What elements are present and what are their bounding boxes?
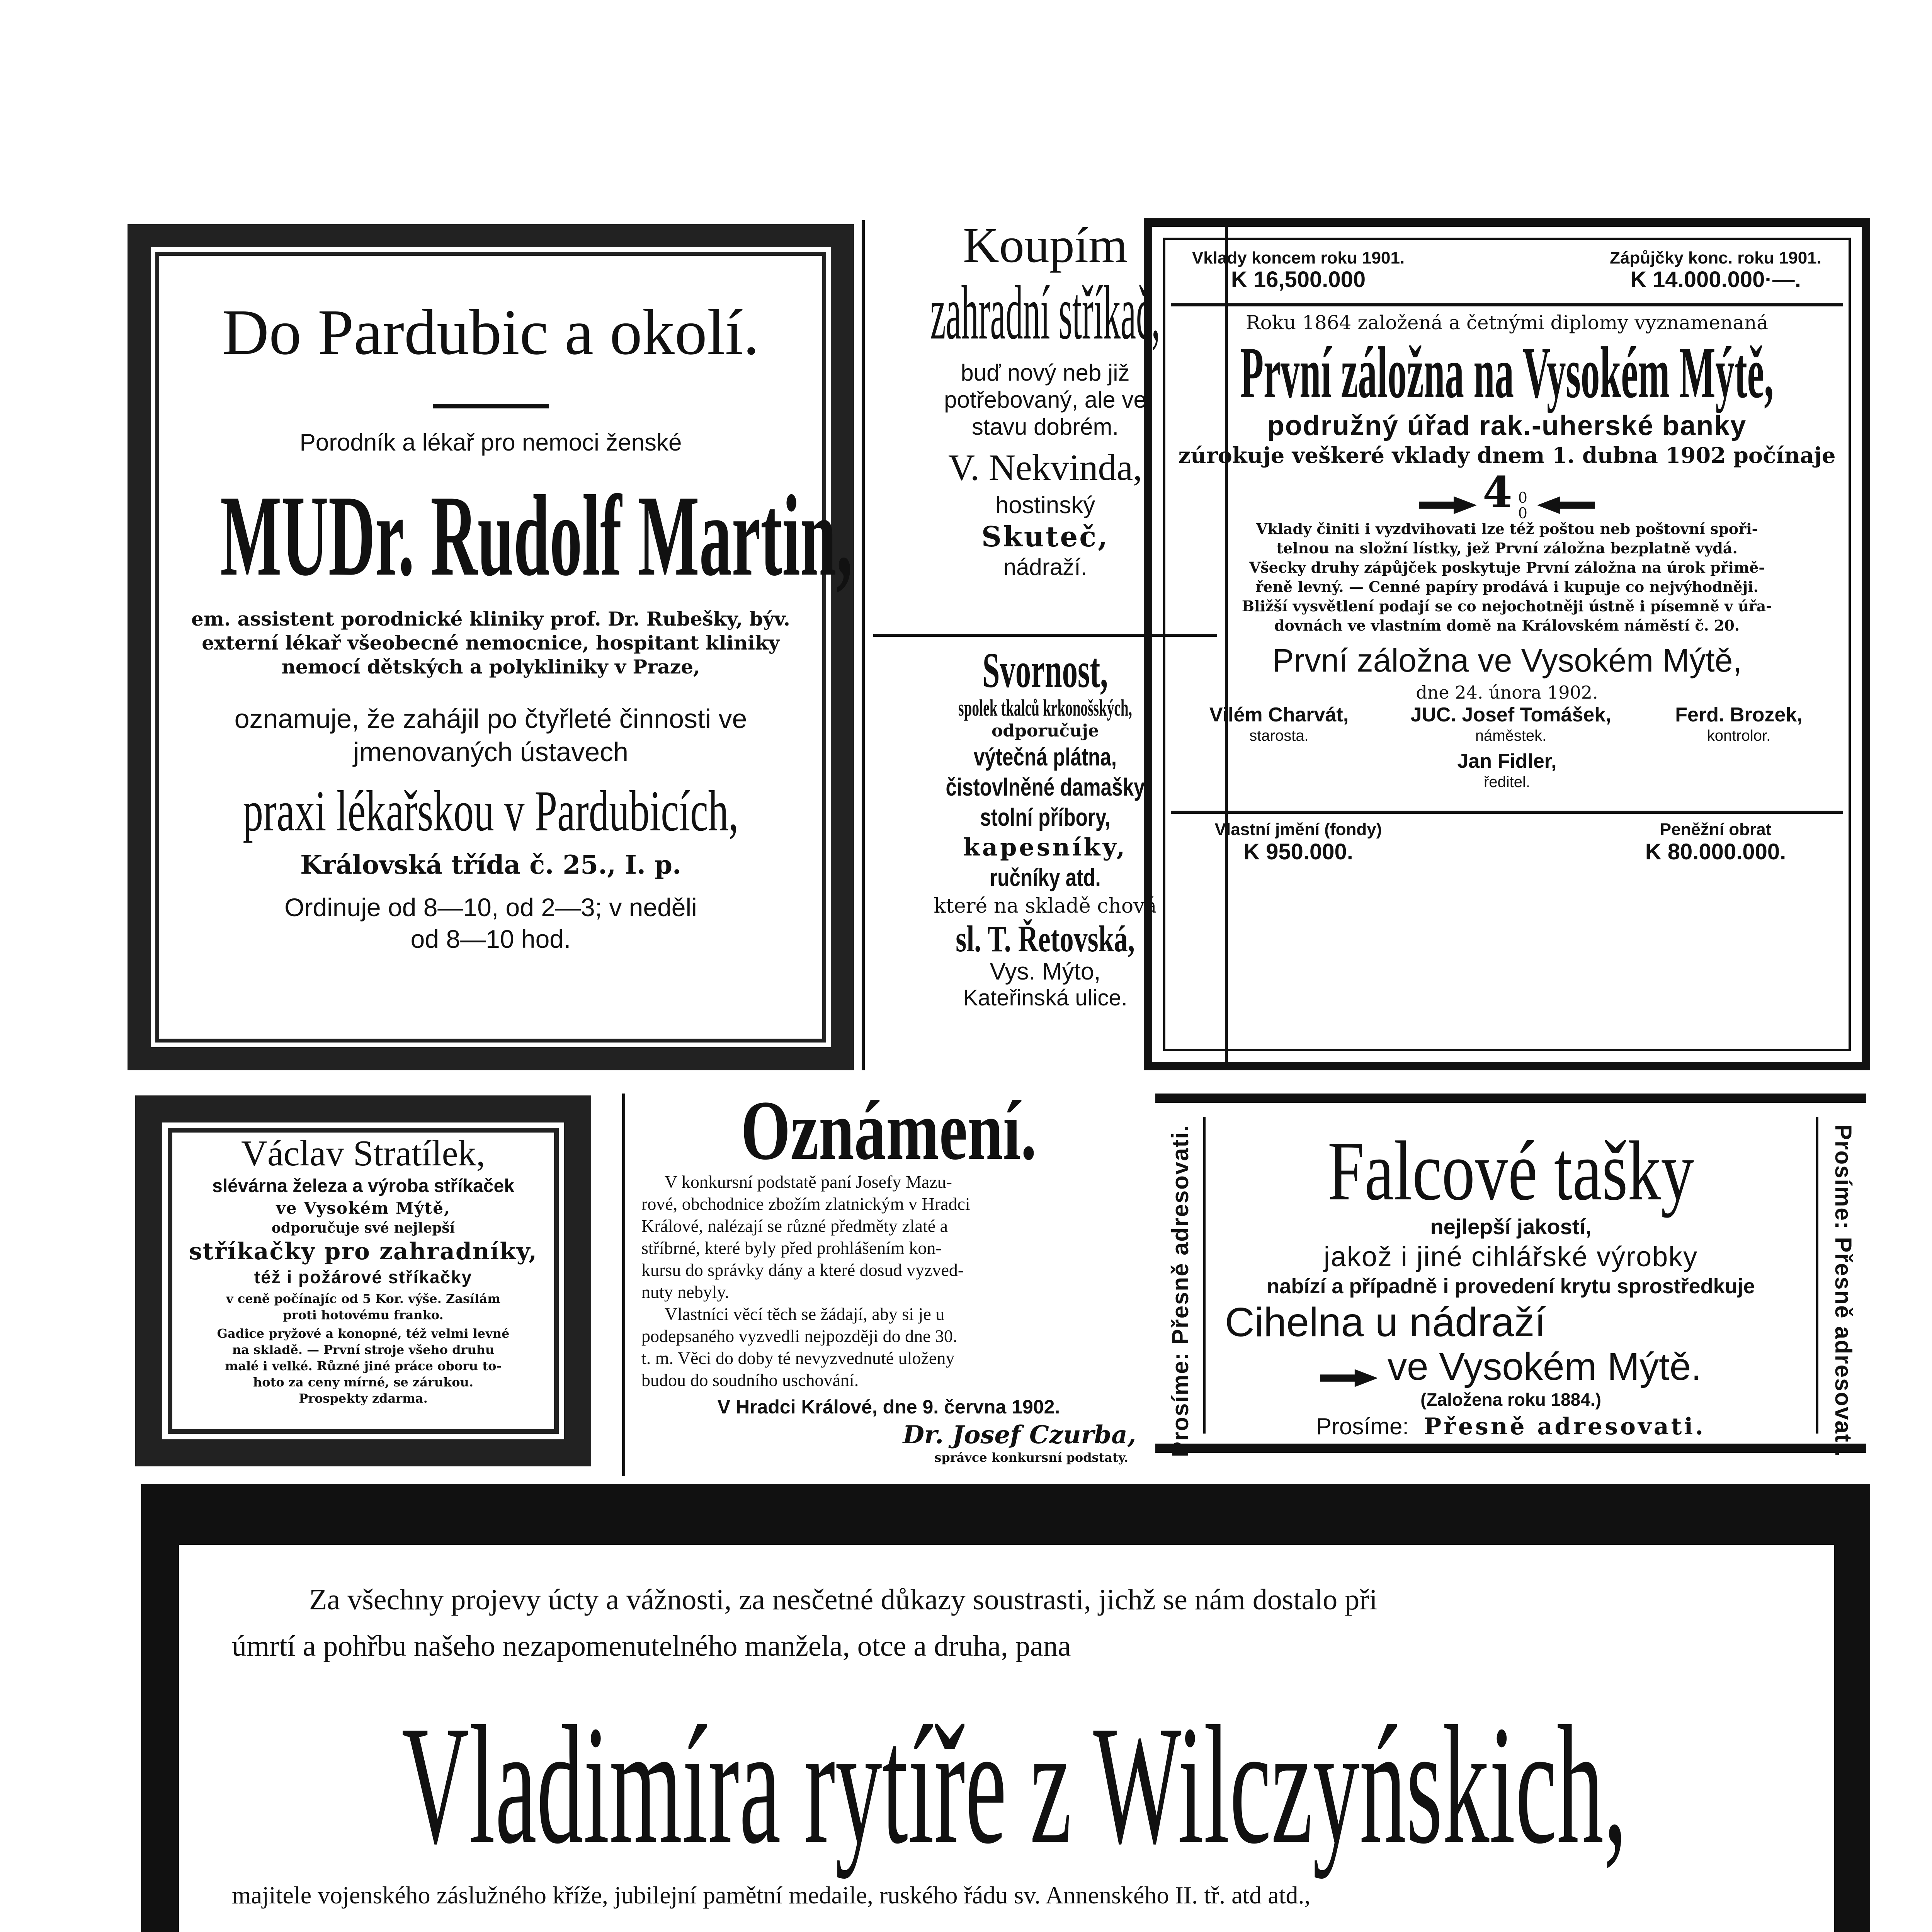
person-role: kontrolor. bbox=[1707, 727, 1771, 744]
ad-svornost-owner: sl. T. Řetovská, bbox=[956, 918, 1135, 959]
ad-stratilek-line6 bbox=[170, 1291, 556, 1323]
item-line: čistovlněné damašky bbox=[946, 773, 1145, 801]
bank-branch: podružný úřad rak.-uherské banky bbox=[1267, 410, 1747, 441]
announce-line: oznamuje, že zahájil po čtyřleté činnosti ve bbox=[234, 704, 747, 734]
bank-interest: zúrokuje veškeré vklady dnem 1. dubna 1902 počínaje bbox=[1178, 443, 1836, 468]
ad-falcove-please bbox=[1209, 1411, 1812, 1442]
ad-stratilek-name: Václav Stratílek, bbox=[241, 1133, 485, 1173]
ad-pardubice-subtitle: Porodník a lékař pro nemoci ženské bbox=[299, 429, 682, 456]
person-role: náměstek. bbox=[1475, 727, 1547, 744]
person-role: ředitel. bbox=[1483, 774, 1531, 791]
bio-line: em. assistent porodnické kliniky prof. Dr. Rubešky, býv. bbox=[191, 607, 790, 630]
ad-falcove-side-left: Prosíme: Přesně adresovati. bbox=[1167, 1124, 1193, 1458]
info-line: Bližší vysvětlení podají se co nejochotněji ústně i písemně v úřa- bbox=[1242, 597, 1772, 615]
ad-svornost-stock: které na skladě chová bbox=[934, 895, 1157, 918]
body-line: Králové, nalézají se různé předměty zlaté a bbox=[641, 1216, 948, 1236]
ad-oznameni-body bbox=[634, 1171, 1144, 1391]
item-line: výtečná plátna, bbox=[974, 743, 1117, 771]
ad-bank bbox=[1171, 247, 1843, 876]
info-line: Všecky druhy zápůjček poskytuje První záložna na úrok přimě- bbox=[1249, 559, 1765, 576]
bank-info bbox=[1171, 519, 1843, 635]
ad-koupim-title: Koupím bbox=[963, 218, 1128, 273]
ad-koupim-item: zahradní stříkač, bbox=[930, 270, 1160, 355]
ad-koupim-role: hostinský bbox=[995, 492, 1095, 519]
ad-falcove bbox=[1209, 1124, 1812, 1442]
hours-line: Ordinuje od 8—10, od 2—3; v neděli bbox=[284, 893, 697, 922]
ad-svornost-street: Kateřinská ulice. bbox=[963, 985, 1128, 1010]
pointing-hand-icon bbox=[1537, 497, 1595, 514]
ad-falcove-also: jakož i jiné cihlářské výrobky bbox=[1323, 1242, 1698, 1272]
ad-stratilek-line1: slévárna železa a výroba stříkaček bbox=[212, 1176, 514, 1196]
info-line: řeně levný. — Cenné papíry prodává i kupuje co nejvýhodněji. bbox=[1255, 578, 1759, 595]
ad-falcove-offer: nabízí a případně i provedení krytu sprostředkuje bbox=[1267, 1275, 1755, 1298]
pointing-hand-icon bbox=[1419, 497, 1477, 514]
own-funds-value: K 950.000. bbox=[1243, 839, 1353, 864]
body-line: V konkursní podstatě paní Josefy Mazu- bbox=[665, 1172, 952, 1192]
bank-name: První záložna na Vysokém Mýtě, bbox=[1240, 332, 1774, 413]
item-line: ručníky atd. bbox=[990, 864, 1101, 891]
ad-pardubice bbox=[162, 267, 853, 955]
own-funds-label: Vlastní jmění (fondy) bbox=[1214, 820, 1382, 839]
person-name: Ferd. Brozek, bbox=[1675, 704, 1803, 726]
turnover-value: K 80.000.000. bbox=[1645, 839, 1786, 864]
ad-oznameni-signer: Dr. Josef Czurba, bbox=[903, 1420, 1136, 1449]
item-line: kapesníky, bbox=[963, 833, 1128, 861]
ad-pardubice-address: Královská třída č. 25., I. p. bbox=[300, 850, 682, 880]
bank-signature: První záložna ve Vysokém Mýtě, bbox=[1272, 642, 1742, 679]
ad-koupim-place: nádraží. bbox=[1003, 554, 1087, 580]
bank-rate bbox=[1171, 467, 1843, 522]
pointing-hand-icon bbox=[1320, 1369, 1378, 1387]
ad-stratilek bbox=[170, 1132, 556, 1406]
info-line: Prospekty zdarma. bbox=[299, 1391, 428, 1406]
turnover-label: Peněžní obrat bbox=[1660, 820, 1772, 839]
please-value: Přesně adresovati. bbox=[1424, 1413, 1706, 1440]
desc-line: buď nový neb již bbox=[961, 360, 1130, 386]
info-line: proti hotovému franko. bbox=[283, 1308, 444, 1322]
intro-line: úmrtí a pohřbu našeho nezapomenutelného manžela, otce a druha, pana bbox=[232, 1630, 1071, 1662]
loans-value: K 14.000.000·—. bbox=[1630, 267, 1801, 292]
ad-pardubice-title: Do Pardubic a okolí. bbox=[222, 296, 760, 368]
ad-svornost-title: Svornost, bbox=[982, 643, 1108, 698]
ad-oznameni bbox=[634, 1083, 1144, 1465]
obituary-name: Vladimíra rytíře z Wilczyńskich, bbox=[401, 1691, 1627, 1879]
hours-line: od 8—10 hod. bbox=[410, 925, 571, 953]
ad-svornost-recommends: odporučuje bbox=[991, 721, 1099, 741]
body-line: Vlastníci věcí těch se žádají, aby si je u bbox=[665, 1304, 945, 1324]
ad-stratilek-line3: odporučuje své nejlepší bbox=[271, 1220, 455, 1236]
person-name: Jan Fidler, bbox=[1457, 750, 1557, 772]
ad-falcove-quality: nejlepší jakostí, bbox=[1430, 1214, 1592, 1239]
body-line: nuty nebyly. bbox=[641, 1282, 729, 1302]
ad-stratilek-line2: ve Vysokém Mýtě, bbox=[276, 1199, 451, 1218]
item-line: stolní příbory, bbox=[980, 803, 1111, 831]
bank-date: dne 24. února 1902. bbox=[1416, 682, 1598, 703]
obituary bbox=[232, 1577, 1797, 1932]
ad-stratilek-line7 bbox=[170, 1325, 556, 1406]
ad-pardubice-announce bbox=[162, 702, 819, 769]
info-line: dovnách ve vlastním domě na Královském náměstí č. 20. bbox=[1274, 617, 1740, 634]
divider bbox=[433, 404, 549, 408]
ad-oznameni-place-date: V Hradci Králové, dne 9. června 1902. bbox=[717, 1396, 1060, 1418]
ad-falcove-town-row bbox=[1209, 1345, 1812, 1388]
loans-label: Zápůjčky konc. roku 1901. bbox=[1610, 248, 1821, 267]
ad-stratilek-line5: též i požárové stříkačky bbox=[254, 1267, 473, 1287]
bank-rate-value: 4 bbox=[1483, 467, 1512, 517]
info-line: Gadice pryžové a konopné, též velmi levné bbox=[217, 1326, 510, 1341]
ad-falcove-company: Cihelna u nádraží bbox=[1225, 1299, 1546, 1345]
body-line: kursu do správky dány a které dosud vyzved- bbox=[641, 1260, 964, 1280]
ad-pardubice-name: MUDr. Rudolf Martin, bbox=[220, 471, 853, 600]
info-line: na skladě. — První stroje všeho druhu bbox=[232, 1342, 495, 1357]
ad-svornost-town: Vys. Mýto, bbox=[990, 958, 1101, 985]
info-line: hoto za ceny mírné, se zárukou. bbox=[253, 1375, 473, 1389]
ad-pardubice-hours bbox=[162, 891, 819, 955]
ad-koupim-name: V. Nekvinda, bbox=[948, 447, 1143, 488]
info-line: v ceně počínajíc od 5 Kor. výše. Zasílám bbox=[226, 1291, 500, 1306]
intro-line: Za všechny projevy úcty a vážnosti, za nesčetné důkazy soustrasti, jichž se nám dostalo při bbox=[309, 1583, 1378, 1616]
ad-falcove-founded: (Založena roku 1884.) bbox=[1420, 1389, 1601, 1410]
body-line: t. m. Věci do doby té nevyzvednuté uloženy bbox=[641, 1348, 955, 1368]
percent-sign: 0 0 bbox=[1518, 489, 1527, 522]
ad-oznameni-signer-role: správce konkursní podstaty. bbox=[934, 1450, 1128, 1465]
ad-svornost-subtitle: spolek tkalců krkonošských, bbox=[958, 695, 1132, 721]
body-line: budou do soudního uschování. bbox=[641, 1370, 859, 1390]
obituary-intro bbox=[232, 1577, 1797, 1669]
ad-oznameni-title: Oznámení. bbox=[741, 1083, 1037, 1177]
bio-line: nemocí dětských a polykliniky v Praze, bbox=[281, 655, 700, 678]
ad-pardubice-practice: praxi lékařskou v Pardubicích, bbox=[243, 779, 739, 843]
please-label: Prosíme: bbox=[1316, 1413, 1409, 1439]
info-line: Vklady činiti i vyzdvihovati lze též poštou neb poštovní spoři- bbox=[1256, 520, 1758, 537]
ad-koupim-town: Skuteč, bbox=[981, 520, 1109, 553]
ad-stratilek-line4: stříkačky pro zahradníky, bbox=[189, 1238, 537, 1265]
bank-founded: Roku 1864 založená a četnými diplomy vyznamenaná bbox=[1245, 311, 1769, 334]
deposits-label: Vklady koncem roku 1901. bbox=[1192, 248, 1405, 267]
desc-line: potřebovaný, ale ve bbox=[944, 387, 1146, 413]
info-line: telnou na složní lístky, jež První záložna bezplatně vydá. bbox=[1276, 539, 1738, 557]
bio-line: externí lékař všeobecné nemocnice, hospitant kliniky bbox=[202, 631, 780, 654]
obituary-titles: majitele vojenského záslužného kříže, jubilejní pamětní medaile, ruského řádu sv. Annenského II. tř. atd atd., bbox=[232, 1881, 1311, 1909]
ad-falcove-side-right: Prosíme: Přesně adresovati. bbox=[1830, 1124, 1856, 1458]
body-line: rové, obchodnice zbožím zlatnickým v Hradci bbox=[641, 1194, 970, 1214]
ad-falcove-title: Falcové tašky bbox=[1327, 1124, 1694, 1218]
person-name: JUC. Josef Tomášek, bbox=[1410, 704, 1611, 726]
ad-pardubice-bio bbox=[162, 607, 819, 679]
info-line: malé i velké. Různé jiné práce oboru to- bbox=[225, 1359, 502, 1373]
desc-line: stavu dobrém. bbox=[971, 414, 1119, 440]
announce-line: jmenovaných ústavech bbox=[353, 737, 629, 767]
body-line: stříbrné, které byly před prohlášením kon- bbox=[641, 1238, 942, 1258]
person-name: Vilém Charvát, bbox=[1209, 704, 1349, 726]
body-line: podepsaného vyzvedli nejpozději do dne 30. bbox=[641, 1326, 957, 1346]
deposits-value: K 16,500.000 bbox=[1231, 267, 1366, 292]
ad-falcove-town: ve Vysokém Mýtě. bbox=[1387, 1345, 1702, 1388]
person-role: starosta. bbox=[1249, 727, 1309, 744]
